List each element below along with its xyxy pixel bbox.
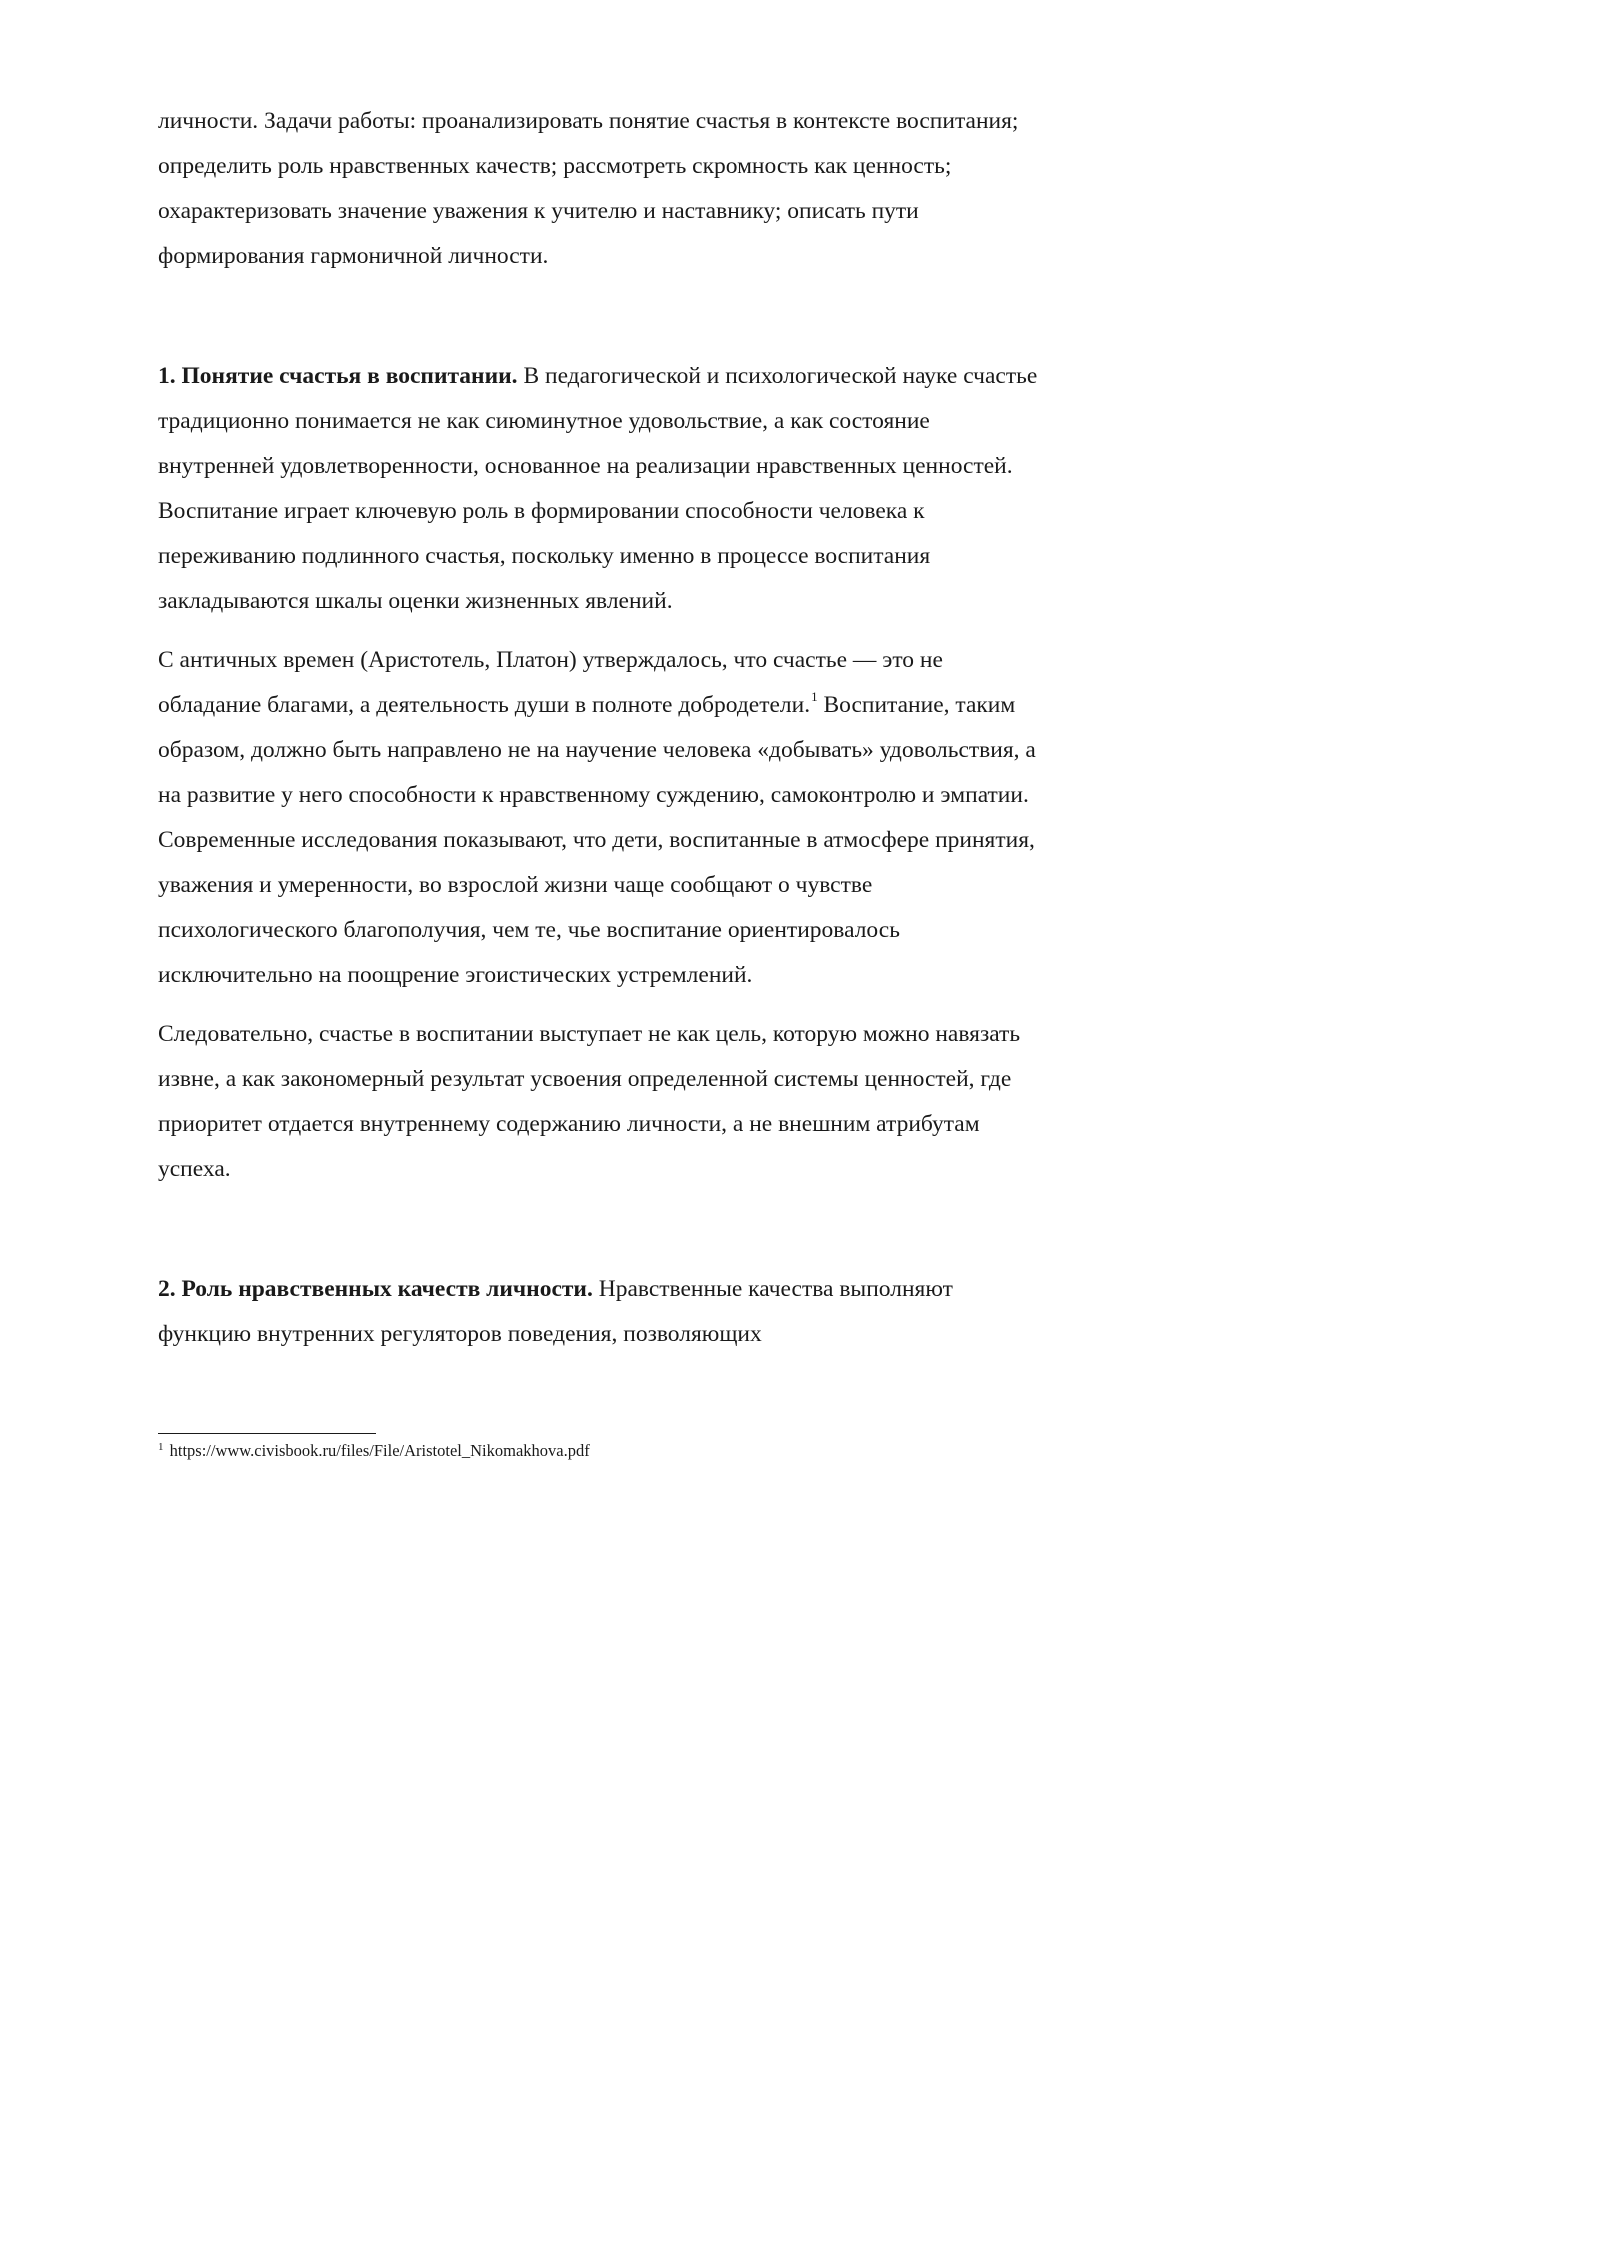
footnote-reference[interactable]: 1 xyxy=(811,689,818,705)
footnote xyxy=(158,1440,590,1462)
footnote-link[interactable]: https://www.civisbook.ru/files/File/Aristotel_Nikomakhova.pdf xyxy=(165,1441,590,1460)
section-2-heading: 2. Роль нравственных качеств личности. xyxy=(158,1276,593,1302)
intro-paragraph: личности. Задачи работы: проанализировать понятие счастья в контексте воспитания; определить роль нравственных качеств; рассмотреть скромность как ценность; охарактеризовать значение уважения к учителю и наставнику; описать пути формирования гармоничной личности. xyxy=(158,108,1019,269)
section-1-paragraph-2-end: Воспитание, таким образом, должно быть направлено не на научение человека «добывать» удовольствия, а на развитие у него способности к нравственному суждению, самоконтролю и эмпатии. Современные исследования показывают, что дети, воспитанные в атмосфере принятия, уважения и умеренности, во взрослой жизни чаще сообщают о чувстве психологического благополучия, чем те, чье воспитание ориентировалось исключительно на поощрение эгоистических устремлений. xyxy=(158,692,1036,988)
section-2-paragraph-1-text: Нравственные качества выполняют функцию внутренних регуляторов поведения, позволяющих xyxy=(158,1276,953,1347)
section-1-heading: 1. Понятие счастья в воспитании. xyxy=(158,363,518,389)
document-body xyxy=(158,99,1038,1357)
section-1-paragraph-1-text: В педагогической и психологической науке счастье традиционно понимается не как сиюминутное удовольствие, а как состояние внутренней удовлетворенности, основанное на реализации нравственных ценностей. Воспитание играет ключевую роль в формировании способности человека к переживанию подлинного счастья, поскольку именно в процессе воспитания закладываются шкалы оценки жизненных явлений. xyxy=(158,363,1038,614)
document-page xyxy=(0,0,1106,1564)
footnote-separator xyxy=(158,1433,376,1434)
section-1-paragraph-2-start: С античных времен (Аристотель, Платон) утверждалось, что счастье — это не обладание благами, а деятельность души в полноте добродетели. xyxy=(158,647,943,718)
footnote-marker: 1 xyxy=(158,1440,164,1453)
section-1-paragraph-2 xyxy=(158,638,1038,998)
section-1-paragraph-1 xyxy=(158,354,1038,624)
section-2-paragraph-1 xyxy=(158,1267,1038,1357)
section-1-paragraph-3: Следовательно, счастье в воспитании выступает не как цель, которую можно навязать извне, а как закономерный результат усвоения определенной системы ценностей, где приоритет отдается внутреннему содержанию личности, а не внешним атрибутам успеха. xyxy=(158,1021,1021,1182)
